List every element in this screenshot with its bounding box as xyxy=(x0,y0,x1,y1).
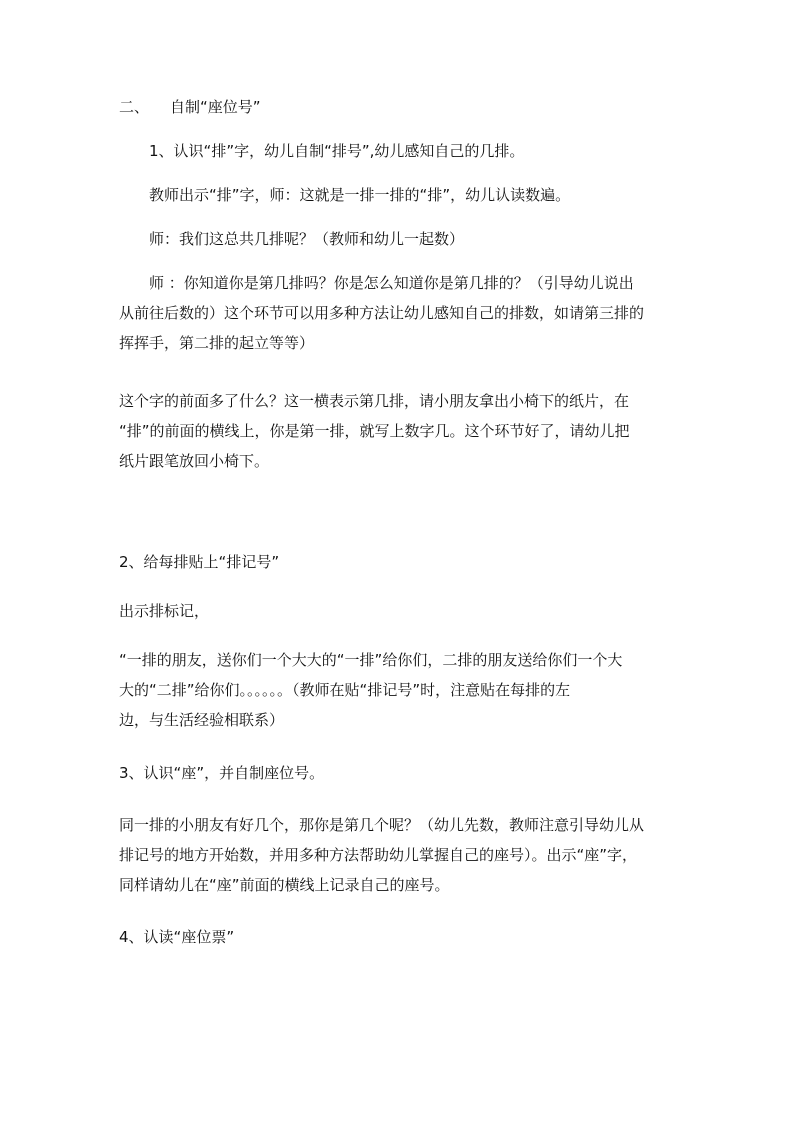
section-number: 二、 xyxy=(119,98,150,116)
item2-title: 2、给每排贴上“排记号” xyxy=(119,553,280,571)
item2-paragraph-1: 出示排标记， xyxy=(119,602,210,620)
paragraph-line: 边，与生活经验相联系） xyxy=(119,711,285,729)
item1-paragraph-1: 教师出示“排”字，师：这就是一排一排的“排”，幼儿认读数遍。 xyxy=(149,186,571,204)
paragraph-line: 师 ：你知道你是第几排吗？你是怎么知道你是第几排的？（引导幼儿说出 xyxy=(149,274,634,292)
paragraph-line: 同样请幼儿在“座”前面的横线上记录自己的座号。 xyxy=(119,876,450,894)
paragraph-line: “一排的朋友，送你们一个大大的“一排”给你们，二排的朋友送给你们一个大 xyxy=(119,651,623,669)
item1-title: 1、认识“排”字，幼儿自制“排号”,幼儿感知自己的几排。 xyxy=(149,142,525,160)
paragraph-line: 这个字的前面多了什么？这一横表示第几排，请小朋友拿出小椅下的纸片，在 xyxy=(119,392,630,410)
paragraph-line: 从前往后数的）这个环节可以用多种方法让幼儿感知自己的排数，如请第三排的 xyxy=(119,304,645,322)
item1-paragraph-3 xyxy=(119,268,679,358)
item1-paragraph-4 xyxy=(119,386,679,476)
item4-title: 4、认读“座位票” xyxy=(119,928,235,946)
paragraph-line: 同一排的小朋友有好几个，那你是第几个呢？（幼儿先数，教师注意引导幼儿从 xyxy=(119,816,645,834)
paragraph-line: 大的“二排”给你们。。。。。。（教师在贴“排记号”时，注意贴在每排的左 xyxy=(119,681,571,699)
item3-title: 3、认识“座”，并自制座位号。 xyxy=(119,764,325,782)
paragraph-line: 排记号的地方开始数，并用多种方法帮助幼儿掌握自己的座号）。出示“座”字， xyxy=(119,846,638,864)
paragraph-line: “排”的前面的横线上，你是第一排，就写上数字几。这个环节好了，请幼儿把 xyxy=(119,422,630,440)
item2-paragraph-2 xyxy=(119,645,679,735)
paragraph-line: 挥挥手，第二排的起立等等） xyxy=(119,334,315,352)
section-title: 自制“座位号” xyxy=(170,98,261,116)
item1-paragraph-2: 师：我们这总共几排呢？（教师和幼儿一起数） xyxy=(149,230,465,248)
item3-paragraph-1 xyxy=(119,810,679,900)
paragraph-line: 纸片跟笔放回小椅下。 xyxy=(119,452,270,470)
